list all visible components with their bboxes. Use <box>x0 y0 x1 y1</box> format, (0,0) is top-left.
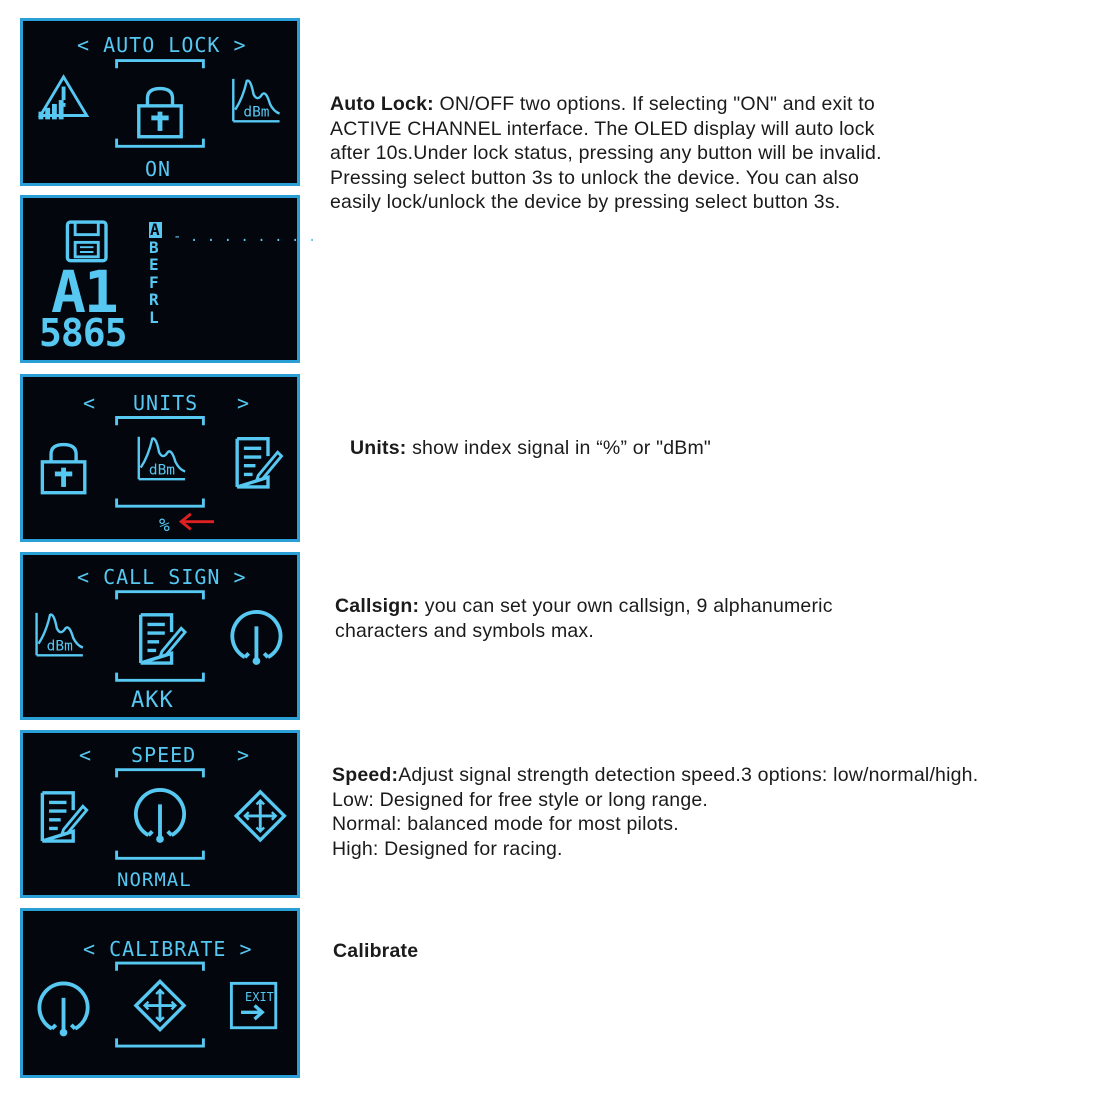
desc-callsign <box>335 594 833 643</box>
setting-value: AKK <box>131 688 174 713</box>
desc-speed <box>332 763 978 861</box>
screen-auto-lock <box>20 18 300 186</box>
band-letter: R <box>149 290 160 309</box>
screen-speed <box>20 730 300 898</box>
nav-prev: < <box>79 743 93 767</box>
desc-line: ON/OFF two options. If selecting "ON" and exit to <box>433 93 875 115</box>
edit-callsign-icon <box>42 793 86 841</box>
desc-line: High: Designed for racing. <box>332 837 563 860</box>
nav-prev: < <box>83 391 97 415</box>
setting-value: ON <box>145 157 172 181</box>
desc-calibrate <box>333 939 418 964</box>
desc-line: Normal: balanced mode for most pilots. <box>332 813 679 835</box>
screen-title: UNITS <box>133 391 199 415</box>
desc-line: Low: Designed for free style or long range. <box>332 788 709 811</box>
screen-title: < AUTO LOCK > <box>77 33 247 57</box>
desc-label: Callsign: <box>335 595 420 617</box>
desc-line: ACTIVE CHANNEL interface. The OLED display will auto lock <box>330 117 875 140</box>
dbm-graph-icon <box>139 437 185 479</box>
lock-icon <box>139 89 181 137</box>
calibrate-crosshair-icon <box>236 792 284 840</box>
exit-label: EXIT <box>245 990 274 1004</box>
edit-callsign-icon <box>141 615 185 663</box>
lock-icon <box>42 445 84 493</box>
nav-next: > <box>237 743 251 767</box>
nav-next: > <box>237 391 251 415</box>
dbm-graph-icon <box>233 79 279 121</box>
band-letter: F <box>149 272 160 292</box>
setting-value: NORMAL <box>117 869 192 891</box>
desc-units <box>350 436 711 461</box>
screen-title: < CALL SIGN > <box>77 565 247 589</box>
desc-line: you can set your own callsign, 9 alphanumeric <box>419 595 833 617</box>
calibrate-crosshair-icon <box>136 981 184 1029</box>
band-letter: A <box>150 220 161 239</box>
desc-line: Pressing select button 3s to unlock the device. You can also <box>330 166 860 189</box>
desc-label: Units: <box>350 437 407 459</box>
band-letter: L <box>149 307 160 327</box>
desc-line: after 10s.Under lock status, pressing any button will be invalid. <box>330 142 882 164</box>
desc-line: Adjust signal strength detection speed.3 options: low/normal/high. <box>398 764 979 786</box>
setting-value: % <box>159 515 171 536</box>
speed-gauge-icon <box>232 612 280 665</box>
desc-label: Calibrate <box>333 940 419 962</box>
speed-gauge-icon <box>136 790 184 843</box>
screen-active-channel <box>20 195 317 363</box>
screen-units <box>20 374 300 542</box>
desc-line: easily lock/unlock the device by pressing select button 3s. <box>330 191 841 213</box>
screen-title: SPEED <box>131 743 197 767</box>
screen-call-sign <box>20 552 300 720</box>
screen-calibrate <box>20 908 300 1078</box>
desc-label: Auto Lock: <box>330 93 434 115</box>
channel-label: A1 <box>51 258 117 326</box>
speed-gauge-icon <box>39 983 87 1036</box>
dbm-graph-icon <box>37 613 83 655</box>
signal-warning-icon <box>39 77 87 119</box>
band-letter: E <box>149 255 160 274</box>
band-letter: B <box>149 237 160 257</box>
edit-callsign-icon <box>237 439 281 487</box>
signal-dots: - . . . . . . . . <box>173 229 317 245</box>
frequency-label: 5865 <box>39 311 127 355</box>
desc-label: Speed: <box>332 764 399 786</box>
desc-auto-lock <box>330 92 882 215</box>
red-arrow-icon <box>181 514 214 529</box>
desc-line: show index signal in “%” or "dBm" <box>406 437 712 459</box>
screen-title: < CALIBRATE > <box>83 937 253 961</box>
save-icon <box>67 222 106 261</box>
desc-line: characters and symbols max. <box>335 619 594 642</box>
